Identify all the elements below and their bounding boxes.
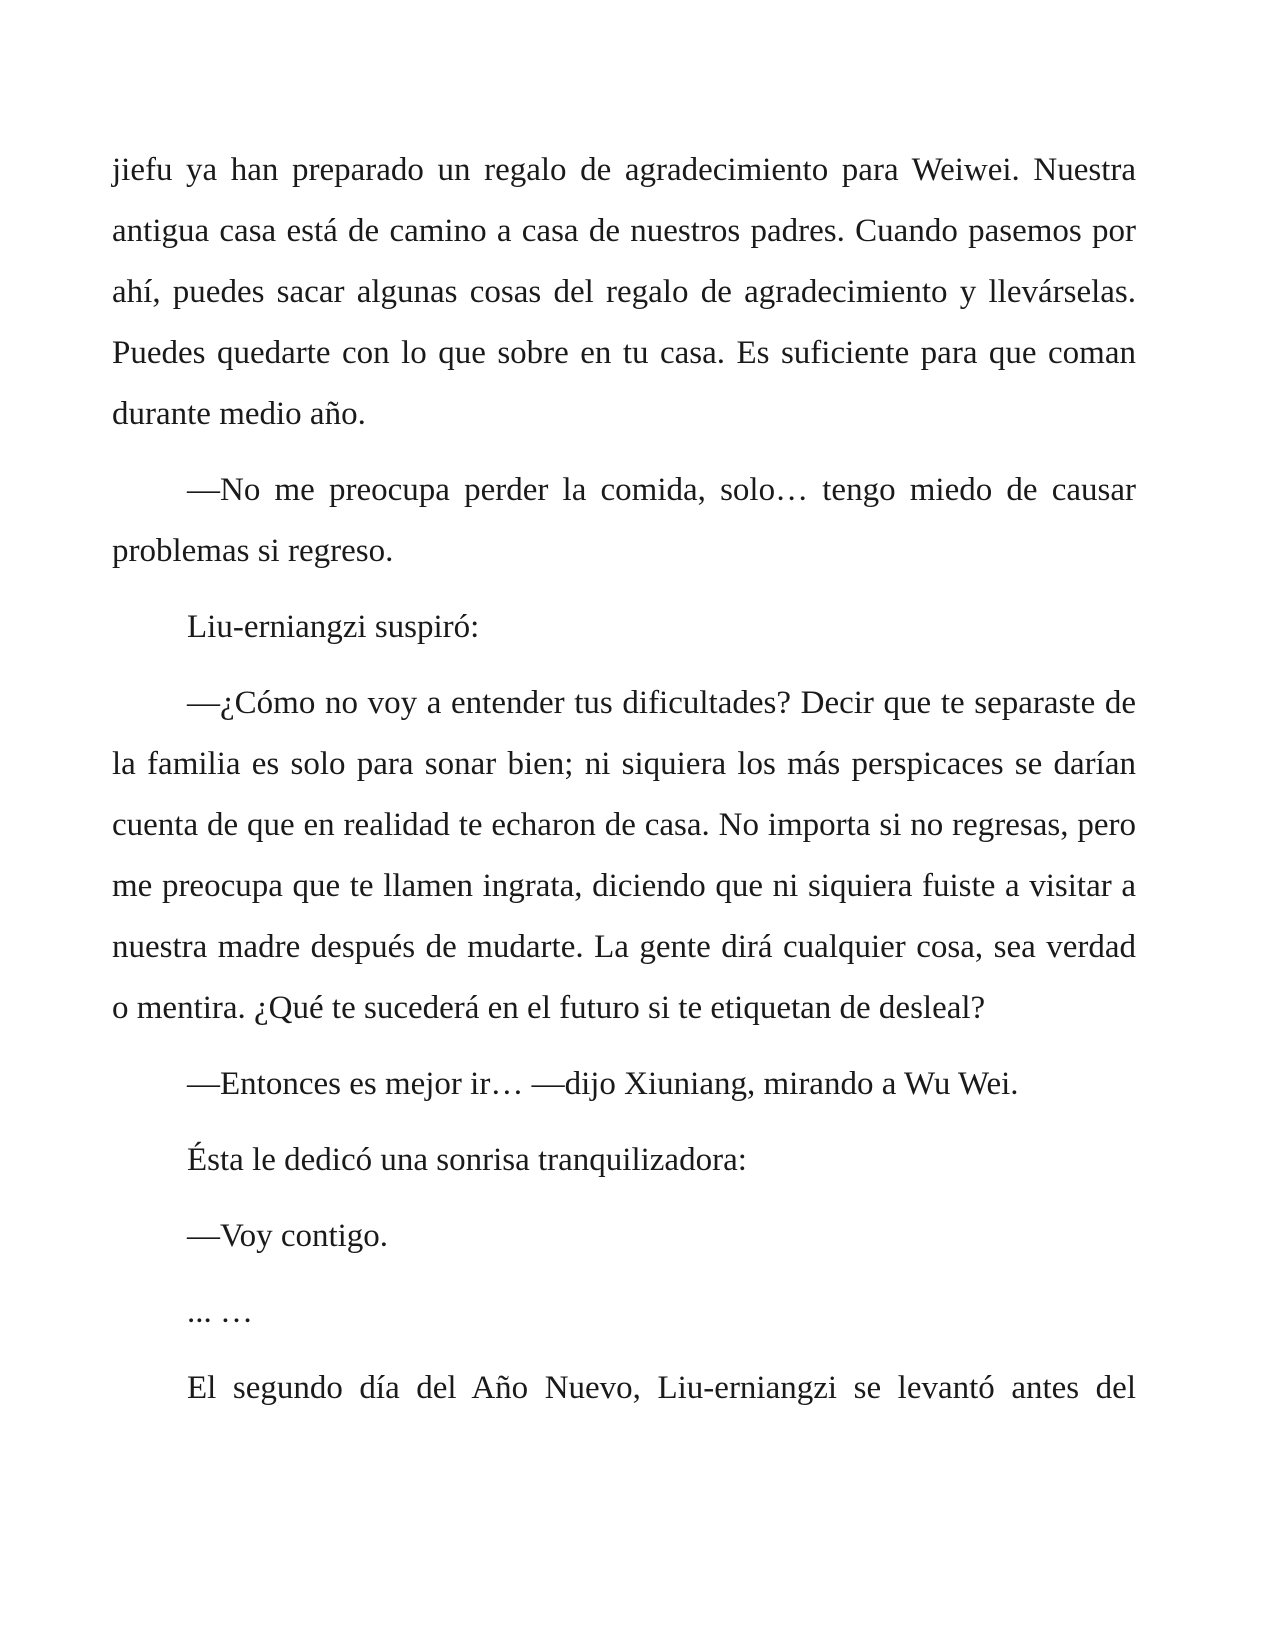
paragraph: —Voy contigo. <box>187 1218 389 1254</box>
paragraph: Ésta le dedicó una sonrisa tranquilizadora: <box>187 1142 747 1178</box>
paragraph: —Entonces es mejor ir… —dijo Xiuniang, mirando a Wu Wei. <box>187 1066 1019 1102</box>
paragraph: jiefu ya han preparado un regalo de agradecimiento para Weiwei. Nuestra antigua casa está de camino a casa de nuestros padres. Cuando pasemos por ahí, puedes sacar algunas cosas del regalo de agradecimiento y llevárselas. Puedes quedarte con lo que sobre en tu casa. Es suficiente para que coman durante medio año. <box>112 152 1136 432</box>
paragraph: El segundo día del Año Nuevo, Liu-erniangzi se levantó antes del <box>187 1370 1136 1406</box>
paragraph: —¿Cómo no voy a entender tus dificultades? Decir que te separaste de la familia es solo para sonar bien; ni siquiera los más perspicaces se darían cuenta de que en realidad te echaron de casa. No importa si no regresas, pero me preocupa que te llamen ingrata, diciendo que ni siquiera fuiste a visitar a nuestra madre después de mudarte. La gente dirá cualquier cosa, sea verdad o mentira. ¿Qué te sucederá en el futuro si te etiquetan de desleal? <box>112 685 1136 1026</box>
paragraph: Liu-erniangzi suspiró: <box>187 609 480 645</box>
paragraph: ... … <box>187 1294 253 1330</box>
body-text <box>112 140 1136 1434</box>
paragraph: —No me preocupa perder la comida, solo… tengo miedo de causar problemas si regreso. <box>112 472 1136 569</box>
